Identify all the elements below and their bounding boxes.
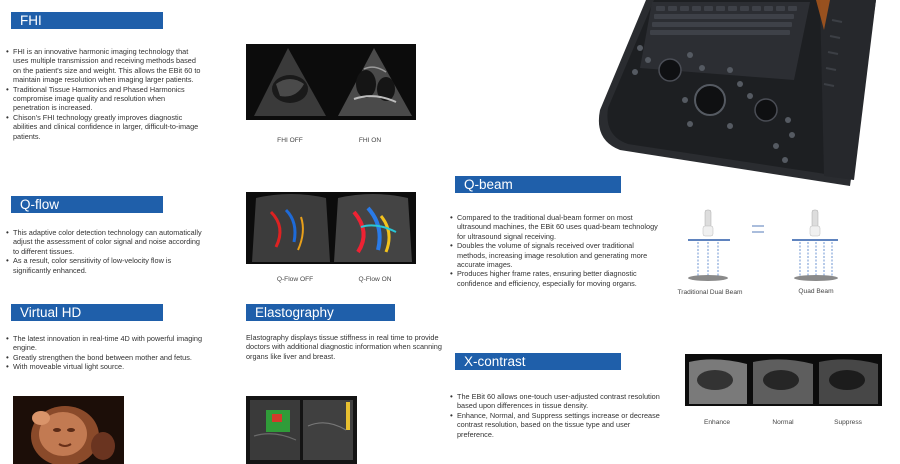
xcontrast-header: X-contrast bbox=[455, 353, 621, 370]
xcontrast-suppress-caption: Suppress bbox=[834, 419, 862, 426]
qbeam-bullet: • Doubles the volume of signals received over traditional methods, increasing image resolution and generating more accurate images. bbox=[450, 241, 662, 269]
elastography-image bbox=[246, 396, 357, 464]
qbeam-diagram bbox=[680, 204, 850, 284]
qflow-bullet: • As a result, color sensitivity of low-velocity flow is significantly enhanced. bbox=[6, 256, 202, 275]
xcontrast-ultrasound-image bbox=[685, 354, 882, 406]
fhi-bullet-list bbox=[6, 47, 202, 141]
qflow-off-caption: Q-Flow OFF bbox=[276, 276, 314, 283]
virtualhd-bullet: • The latest innovation in real-time 4D with powerful imaging engine. bbox=[6, 334, 202, 353]
qbeam-bullet: • Compared to the traditional dual-beam former on most ultrasound machines, the EBit 60 uses quad-beam technology for ultrasound signal receiving. bbox=[450, 213, 662, 241]
qbeam-bullet: • Produces higher frame rates, ensuring better diagnostic confidence and efficiency, especially for moving organs. bbox=[450, 269, 662, 288]
qflow-on-caption: Q-Flow ON bbox=[358, 276, 392, 283]
xcontrast-bullet: • Enhance, Normal, and Suppress settings increase or decrease contrast resolution, based on the tissue type and user preference. bbox=[450, 411, 662, 439]
fhi-bullet: • Chison's FHI technology greatly improves diagnostic abilities and clinical confidence in larger, difficult-to-image patients. bbox=[6, 113, 202, 141]
qflow-bullet: • This adaptive color detection technology can automatically adjust the assessment of color signal and noise according to different tissues. bbox=[6, 228, 202, 256]
qbeam-bullet-list bbox=[450, 213, 662, 288]
qbeam-dual-caption: Traditional Dual Beam bbox=[677, 289, 743, 296]
xcontrast-enhance-caption: Enhance bbox=[703, 419, 731, 426]
qbeam-header: Q-beam bbox=[455, 176, 621, 193]
virtualhd-bullet: • Greatly strengthen the bond between mother and fetus. bbox=[6, 353, 202, 362]
xcontrast-bullet-list bbox=[450, 392, 662, 439]
xcontrast-normal-caption: Normal bbox=[772, 419, 794, 426]
virtualhd-4d-image bbox=[13, 396, 124, 464]
fhi-bullet: • FHI is an innovative harmonic imaging technology that uses multiple transmission and receiving methods based on the patient's size and weight. This allows the EBit 60 to maintain image resolution when imaging larger patients. bbox=[6, 47, 202, 85]
qflow-ultrasound-image bbox=[246, 192, 416, 264]
fhi-header: FHI bbox=[11, 12, 163, 29]
virtualhd-bullet: • With moveable virtual light source. bbox=[6, 362, 202, 371]
fhi-bullet: • Traditional Tissue Harmonics and Phased Harmonics compromise image quality and resolution when penetration is increased. bbox=[6, 85, 202, 113]
qflow-header: Q-flow bbox=[11, 196, 163, 213]
virtualhd-header: Virtual HD bbox=[11, 304, 163, 321]
qflow-bullet-list bbox=[6, 228, 202, 275]
elastography-description: Elastography displays tissue stiffness in real time to provide doctors with additional diagnostic information when scanning organs like liver and breast. bbox=[246, 333, 442, 361]
virtualhd-bullet-list bbox=[6, 334, 202, 372]
ultrasound-device-image bbox=[580, 0, 900, 190]
fhi-ultrasound-image bbox=[246, 44, 416, 120]
fhi-on-caption: FHI ON bbox=[358, 137, 382, 144]
fhi-off-caption: FHI OFF bbox=[277, 137, 303, 144]
xcontrast-bullet: • The EBit 60 allows one-touch user-adjusted contrast resolution based upon differences in tissue density. bbox=[450, 392, 662, 411]
elastography-header: Elastography bbox=[246, 304, 395, 321]
qbeam-quad-caption: Quad Beam bbox=[798, 288, 834, 295]
